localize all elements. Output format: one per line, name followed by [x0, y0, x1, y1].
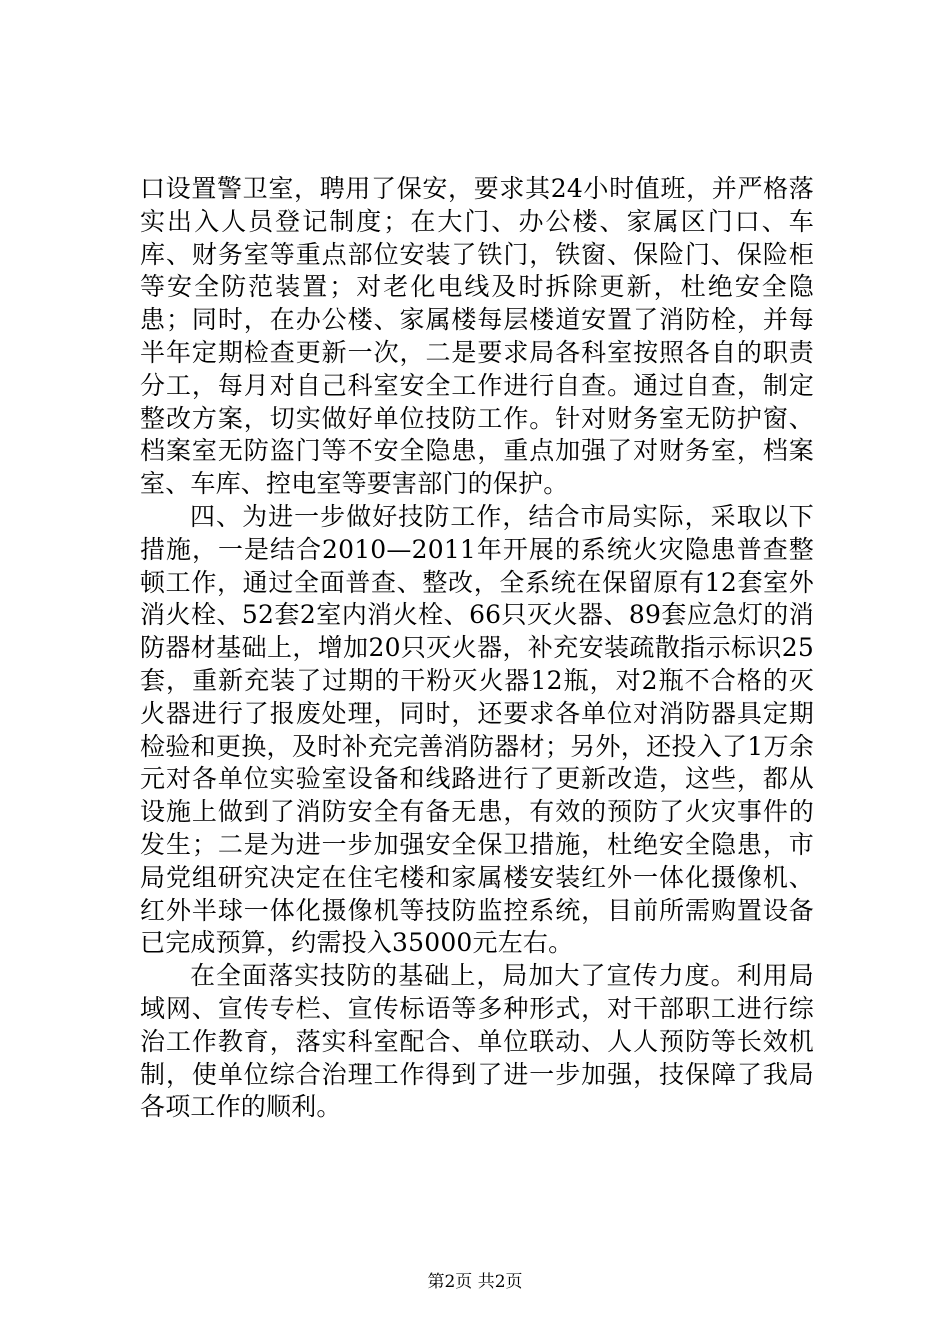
paragraph-continued: 口设置警卫室，聘用了保安，要求其24小时值班，并严格落实出入人员登记制度；在大门、办公楼、家属区门口、车库、财务室等重点部位安装了铁门，铁窗、保险门、保险柜等安全防范装置；对老化电线及时拆除更新，杜绝安全隐患；同时，在办公楼、家属楼每层楼道安置了消防栓，并每半年定期检查更新一次，二是要求局各科室按照各自的职责分工，每月对自己科室安全工作进行自查。通过自查，制定整改方案，切实做好单位技防工作。针对财务室无防护窗、档案室无防盗门等不安全隐患，重点加强了对财务室，档案室、车库、控电室等要害部门的保护。 — [140, 174, 814, 499]
page-number-footer: 第2页 共2页 — [427, 1272, 523, 1292]
document-body — [140, 173, 814, 1124]
paragraph-measures: 四、为进一步做好技防工作，结合市局实际，采取以下措施，一是结合2010—2011年开展的系统火灾隐患普查整顿工作，通过全面普查、整改，全系统在保留原有12套室外消火栓、52套2室内消火栓、66只灭火器、89套应急灯的消防器材基础上，增加20只灭火器，补充安装疏散指示标识25套，重新充装了过期的干粉灭火器12瓶，对2瓶不合格的灭火器进行了报废处理，同时，还要求各单位对消防器具定期检验和更换，及时补充完善消防器材；另外，还投入了1万余元对各单位实验室设备和线路进行了更新改造，这些，都从设施上做到了消防安全有备无患，有效的预防了火灾事件的发生；二是为进一步加强安全保卫措施，杜绝安全隐患，市局党组研究决定在住宅楼和家属楼安装红外一体化摄像机、红外半球一体化摄像机等技防监控系统，目前所需购置设备已完成预算，约需投入35000元左右。 — [140, 501, 814, 958]
paragraph-publicity: 在全面落实技防的基础上，局加大了宣传力度。利用局域网、宣传专栏、宣传标语等多种形式，对干部职工进行综治工作教育，落实科室配合、单位联动、人人预防等长效机制，使单位综合治理工作得到了进一步加强，技保障了我局各项工作的顺利。 — [140, 961, 814, 1122]
